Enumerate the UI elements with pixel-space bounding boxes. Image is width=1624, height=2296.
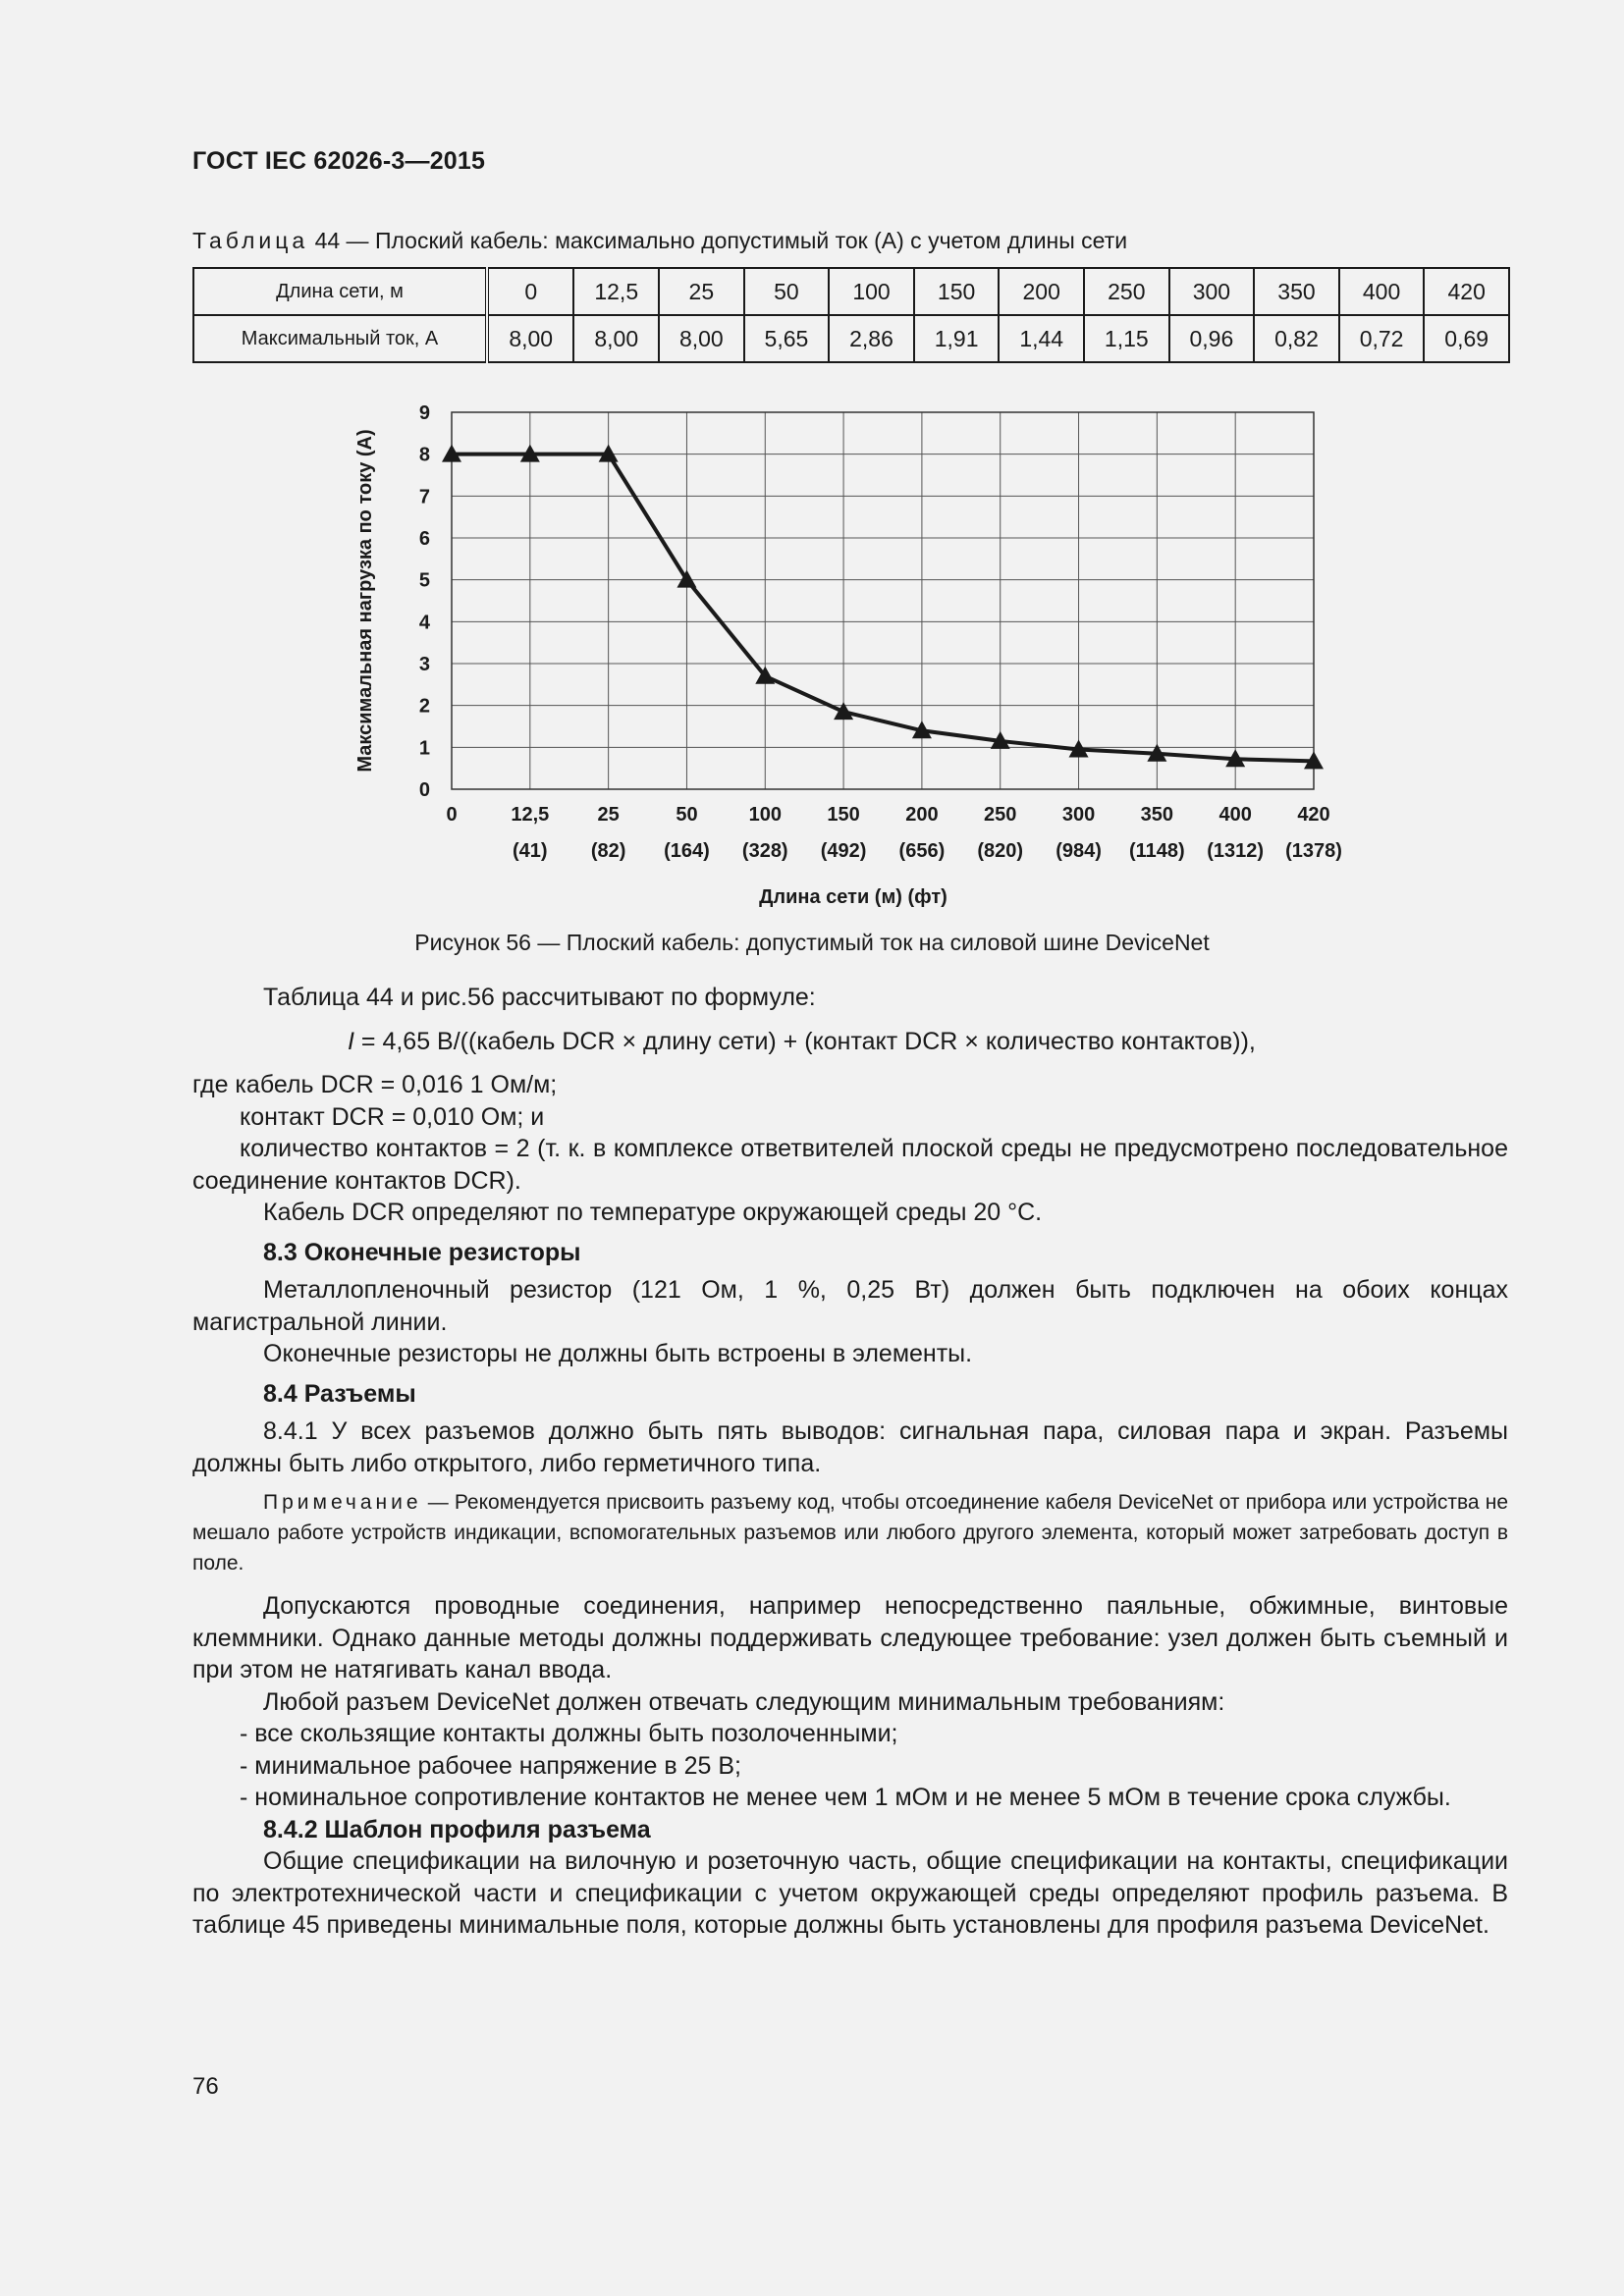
x-tick-label: 400 <box>1218 804 1252 826</box>
x-tick-label-ft: (820) <box>977 840 1024 862</box>
y-axis-label: Максимальная нагрузка по току (А) <box>354 429 376 773</box>
paragraph: Допускаются проводные соединения, например непосредственно паяльные, обжимные, винтовые клеммники. Однако данные методы должны поддерживать следующее требование: узел должен быть съемный и при этом не натягивать канал ввода. <box>192 1592 1508 1683</box>
x-tick-label-ft: (82) <box>590 840 626 862</box>
x-tick-label: 0 <box>446 804 458 826</box>
paragraph: 8.4.1 У всех разъемов должно быть пять выводов: сигнальная пара, силовая пара и экран. Разъемы должны быть либо открытого, либо герметичного типа. <box>192 1417 1508 1477</box>
paragraph: Кабель DCR определяют по температуре окружающей среды 20 °С. <box>263 1199 1043 1226</box>
table-cell: 2,86 <box>829 315 914 362</box>
x-tick-label-ft: (41) <box>513 840 548 862</box>
table-row-header: Максимальный ток, А <box>193 315 487 362</box>
note <box>192 1487 1508 1578</box>
formula-text: = 4,65 В/((кабель DCR × длину сети) + (контакт DCR × количество контактов)), <box>353 1027 1256 1055</box>
data-point-marker <box>677 570 696 588</box>
paragraph: Оконечные резисторы не должны быть встроены в элементы. <box>263 1340 973 1367</box>
table-cell: 8,00 <box>659 315 744 362</box>
y-tick-label: 0 <box>418 779 430 801</box>
document-code-header: ГОСТ IEC 62026-3—2015 <box>192 147 486 175</box>
paragraph: Общие спецификации на вилочную и розеточную часть, общие спецификации на контакты, спецификации по электротехнической части и спецификации с учетом окружающей среды определяют профиль разъема. В таблице 45 приведены минимальные поля, которые должны быть установлены для профиля разъема DeviceNet. <box>192 1847 1508 1939</box>
section-heading: 8.3 Оконечные резисторы <box>263 1238 581 1266</box>
note-text: — Рекомендуется присвоить разъему код, чтобы отсоединение кабеля DeviceNet от прибора или устройства не мешало работе устройств индикации, вспомогательных разъемов или любого другого элемента, который может затребовать доступ в поле. <box>192 1491 1508 1575</box>
x-axis-label: Длина сети (м) (фт) <box>759 886 947 908</box>
x-tick-label-ft: (656) <box>898 840 946 862</box>
table-cell: 0,72 <box>1339 315 1425 362</box>
table-cell: 100 <box>829 268 914 315</box>
y-tick-label: 2 <box>418 695 430 718</box>
table-cell: 300 <box>1169 268 1255 315</box>
list-item: - минимальное рабочее напряжение в 25 В; <box>240 1751 741 1780</box>
paragraph: где кабель DCR = 0,016 1 Ом/м; <box>192 1071 558 1098</box>
x-tick-label: 350 <box>1140 804 1174 826</box>
table-row-header: Длина сети, м <box>193 268 487 315</box>
x-tick-label: 100 <box>748 804 782 826</box>
table-cell: 25 <box>659 268 744 315</box>
x-tick-label-ft: (492) <box>820 840 867 862</box>
x-tick-label-ft: (164) <box>664 840 710 862</box>
y-tick-label: 9 <box>418 402 430 424</box>
x-tick-label: 50 <box>676 804 698 826</box>
table-cell: 250 <box>1084 268 1169 315</box>
section-heading: 8.4 Разъемы <box>263 1379 416 1408</box>
table-cell: 1,15 <box>1084 315 1169 362</box>
series-line <box>452 454 1314 762</box>
page-number: 76 <box>192 2073 219 2100</box>
table-cell: 0 <box>487 268 573 315</box>
list-item: - номинальное сопротивление контактов не менее чем 1 мОм и не менее 5 мОм в течение срока службы. <box>240 1784 1451 1811</box>
table-cell: 350 <box>1254 268 1339 315</box>
table-caption-text: 44 — Плоский кабель: максимально допустимый ток (А) с учетом длины сети <box>308 228 1128 253</box>
x-tick-label-ft: (1148) <box>1129 840 1185 862</box>
plot-frame <box>452 412 1314 789</box>
paragraph: контакт DCR = 0,010 Ом; и <box>240 1102 545 1131</box>
chart-svg <box>334 393 1375 923</box>
current-chart <box>334 393 1375 923</box>
table-cell: 8,00 <box>487 315 573 362</box>
formula-variable: I <box>348 1027 354 1055</box>
table-cell: 400 <box>1339 268 1425 315</box>
y-tick-label: 3 <box>418 654 430 675</box>
table-cell: 50 <box>744 268 830 315</box>
table-cell: 150 <box>914 268 1000 315</box>
table-cell: 8,00 <box>573 315 659 362</box>
table-caption-prefix: Таблица <box>192 228 309 253</box>
x-tick-label: 300 <box>1061 804 1096 826</box>
paragraph: количество контактов = 2 (т. к. в комплексе ответвителей плоской среды не предусмотрено последовательное соединение контактов DCR). <box>192 1135 1508 1195</box>
current-table <box>192 267 1510 363</box>
y-tick-label: 7 <box>418 486 430 508</box>
paragraph: Металлопленочный резистор (121 Ом, 1 %, 0,25 Вт) должен быть подключен на обоих концах магистральной линии. <box>192 1276 1508 1336</box>
table-cell: 200 <box>999 268 1084 315</box>
table-cell: 0,69 <box>1424 315 1509 362</box>
table-cell: 0,82 <box>1254 315 1339 362</box>
paragraph: Любой разъем DeviceNet должен отвечать следующим минимальным требованиям: <box>263 1687 1225 1716</box>
x-tick-label: 420 <box>1297 804 1330 826</box>
section-heading: 8.4.2 Шаблон профиля разъема <box>263 1815 651 1843</box>
note-prefix: Примечание <box>263 1491 422 1514</box>
x-tick-label: 12,5 <box>511 804 550 826</box>
table-cell: 1,91 <box>914 315 1000 362</box>
x-tick-label-ft: (1312) <box>1207 840 1265 862</box>
y-tick-label: 1 <box>418 737 430 760</box>
x-tick-label-ft: (1378) <box>1285 840 1342 862</box>
table-cell: 12,5 <box>573 268 659 315</box>
y-tick-label: 5 <box>418 569 430 592</box>
table-cell: 0,96 <box>1169 315 1255 362</box>
x-tick-label: 200 <box>905 804 939 826</box>
figure-caption: Рисунок 56 — Плоский кабель: допустимый ток на силовой шине DeviceNet <box>414 930 1210 955</box>
table-cell: 5,65 <box>744 315 830 362</box>
x-tick-label-ft: (328) <box>741 840 788 862</box>
x-tick-label: 250 <box>984 804 1017 826</box>
table-caption <box>192 228 1127 254</box>
body-text <box>192 982 1508 1942</box>
y-tick-label: 8 <box>418 444 430 466</box>
y-tick-label: 6 <box>418 528 430 550</box>
list-item: - все скользящие контакты должны быть позолоченными; <box>240 1720 898 1747</box>
table-cell: 420 <box>1424 268 1509 315</box>
x-tick-label: 25 <box>597 804 620 826</box>
table-row-length <box>193 268 1509 315</box>
formula <box>192 1026 1508 1058</box>
table-row-current <box>193 315 1509 362</box>
paragraph: Таблица 44 и рис.56 рассчитывают по формуле: <box>263 984 816 1011</box>
x-tick-label-ft: (984) <box>1056 840 1102 862</box>
y-tick-label: 4 <box>418 612 430 634</box>
x-tick-label: 150 <box>827 804 860 826</box>
table-cell: 1,44 <box>999 315 1084 362</box>
